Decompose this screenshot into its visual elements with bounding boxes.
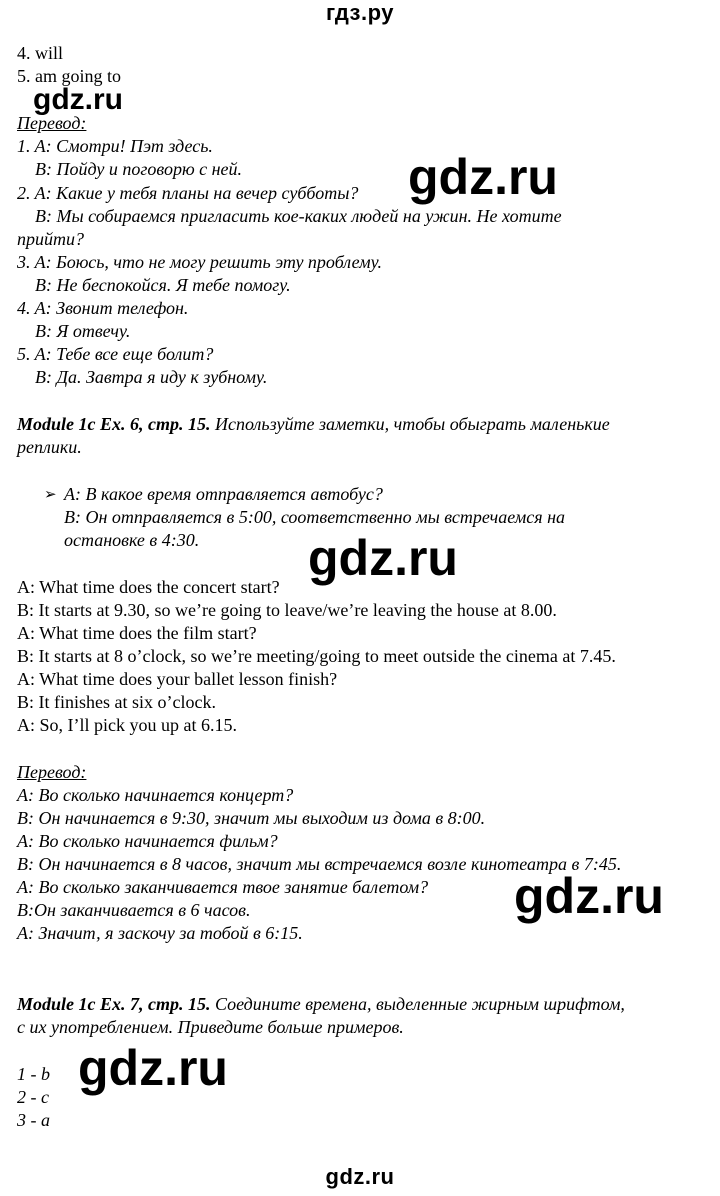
ex7-answer: 3 - a: [17, 1110, 50, 1130]
dialogue-line: B: It starts at 9.30, so we’re going to leave/we’re leaving the house at 8.00.: [17, 600, 557, 620]
arrow-bullet-icon: ➢: [44, 487, 57, 503]
ex7-heading-text: Соедините времена, выделенные жирным шрифтом,: [215, 994, 625, 1014]
site-footer: gdz.ru: [325, 1164, 395, 1189]
translation-line: B:Он заканчивается в 6 часов.: [17, 900, 251, 920]
dialogue-line: B: It finishes at six o’clock.: [17, 692, 216, 712]
watermark-logo: gdz.ru: [308, 530, 458, 586]
translation-line: 5. A: Тебе все еще болит?: [17, 344, 214, 364]
translation-line: B: Он начинается в 9:30, значит мы выходим из дома в 8:00.: [17, 808, 486, 828]
ex6-heading-text: Используйте заметки, чтобы обыграть маленькие: [215, 414, 610, 434]
translation-line: прийти?: [17, 229, 84, 249]
translation-line: B: Я отвечу.: [35, 321, 131, 341]
translation-line: B: Не беспокойся. Я тебе помогу.: [35, 275, 291, 295]
site-header: гдз.ру: [326, 0, 394, 25]
ex6-heading-line2: реплики.: [17, 437, 82, 457]
watermark-logo: gdz.ru: [408, 149, 558, 205]
dialogue-line: A: What time does the film start?: [17, 623, 257, 643]
translation-line: A: Во сколько начинается концерт?: [17, 785, 294, 805]
ex7-answer: 1 - b: [17, 1064, 50, 1084]
translation-line: B: Пойду и поговорю с ней.: [35, 159, 243, 179]
answer-5: 5. am going to: [17, 66, 121, 86]
ex7-heading-bold: Module 1c Ex. 7, стр. 15.: [17, 994, 211, 1014]
watermark-logo: gdz.ru: [514, 868, 664, 924]
translation-line: 3. A: Боюсь, что не могу решить эту проблему.: [17, 252, 382, 272]
dialogue-line: A: So, I’ll pick you up at 6.15.: [17, 715, 237, 735]
ex7-heading-line2: с их употреблением. Приведите больше примеров.: [17, 1017, 404, 1037]
dialogue-line: A: What time does the concert start?: [17, 577, 280, 597]
translation-label: Перевод:: [17, 762, 87, 782]
translation-label: Перевод:: [17, 113, 87, 133]
example-line: остановке в 4:30.: [64, 530, 200, 550]
translation-line: B: Мы собираемся пригласить кое-каких людей на ужин. Не хотите: [35, 206, 562, 226]
translation-line: 1. A: Смотри! Пэт здесь.: [17, 136, 213, 156]
ex6-heading-bold: Module 1c Ex. 6, стр. 15.: [17, 414, 211, 434]
translation-line: A: Значит, я заскочу за тобой в 6:15.: [17, 923, 303, 943]
translation-line: A: Во сколько заканчивается твое занятие балетом?: [17, 877, 429, 897]
watermark-logo: gdz.ru: [78, 1040, 228, 1096]
translation-line: 4. A: Звонит телефон.: [17, 298, 189, 318]
translation-line: 2. A: Какие у тебя планы на вечер субботы?: [17, 183, 359, 203]
dialogue-line: B: It starts at 8 o’clock, so we’re meeting/going to meet outside the cinema at 7.45.: [17, 646, 616, 666]
ex7-heading: [17, 993, 625, 1016]
translation-line: B: Да. Завтра я иду к зубному.: [35, 367, 268, 387]
ex7-answer: 2 - c: [17, 1087, 49, 1107]
translation-line: B: Он начинается в 8 часов, значит мы встречаемся возле кинотеатра в 7:45.: [17, 854, 622, 874]
example-line: B: Он отправляется в 5:00, соответственно мы встречаемся на: [64, 507, 566, 527]
ex6-heading: [17, 413, 610, 436]
watermark-logo: gdz.ru: [33, 83, 123, 116]
dialogue-line: A: What time does your ballet lesson finish?: [17, 669, 338, 689]
answer-4: 4. will: [17, 43, 64, 63]
translation-line: A: Во сколько начинается фильм?: [17, 831, 278, 851]
example-line: A: В какое время отправляется автобус?: [64, 484, 383, 504]
